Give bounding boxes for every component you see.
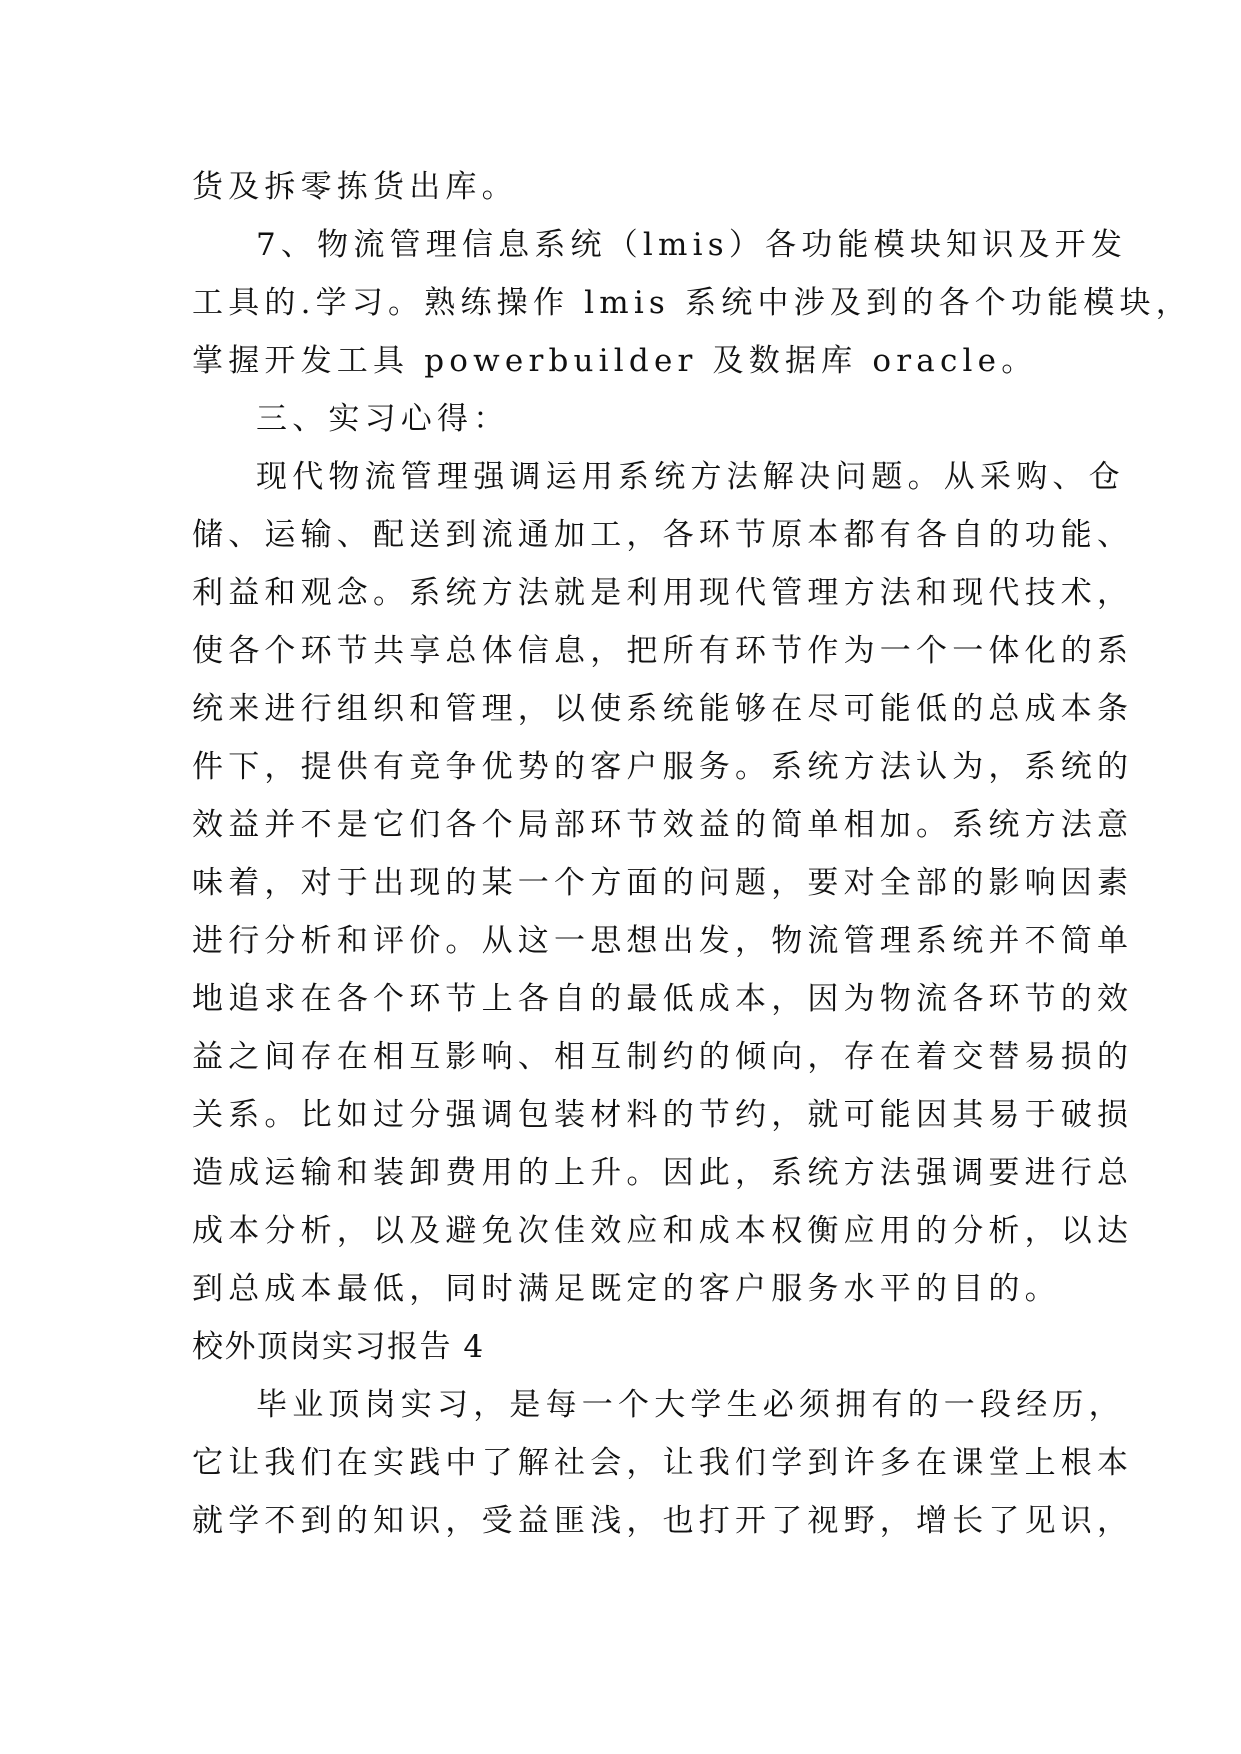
text-line: 就学不到的知识，受益匪浅，也打开了视野，增长了见识， [192,1503,1134,1539]
text-line: 毕业顶岗实习，是每一个大学生必须拥有的一段经历， [256,1387,1125,1423]
document-body [192,158,1192,1550]
text-line: 进行分析和评价。从这一思想出发，物流管理系统并不简单 [192,923,1134,959]
text-line: 造成运输和装卸费用的上升。因此，系统方法强调要进行总 [192,1155,1134,1191]
text-line: 7、物流管理信息系统（lmis）各功能模块知识及开发 [256,227,1128,263]
text-line: 到总成本最低，同时满足既定的客户服务水平的目的。 [192,1271,1061,1307]
text-line: 货及拆零拣货出库。 [192,169,518,205]
text-line: 关系。比如过分强调包装材料的节约，就可能因其易于破损 [192,1097,1134,1133]
text-line: 件下，提供有竞争优势的客户服务。系统方法认为，系统的 [192,749,1134,785]
text-line: 成本分析，以及避免次佳效应和成本权衡应用的分析，以达 [192,1213,1134,1249]
text-line: 益之间存在相互影响、相互制约的倾向，存在着交替易损的 [192,1039,1134,1075]
text-line: 现代物流管理强调运用系统方法解决问题。从采购、仓 [256,459,1125,495]
text-line: 它让我们在实践中了解社会，让我们学到许多在课堂上根本 [192,1445,1134,1481]
text-line: 统来进行组织和管理，以使系统能够在尽可能低的总成本条 [192,691,1134,727]
text-line: 味着，对于出现的某一个方面的问题，要对全部的影响因素 [192,865,1134,901]
text-line: 储、运输、配送到流通加工，各环节原本都有各自的功能、 [192,517,1134,553]
section-heading: 校外顶岗实习报告 4 [192,1329,485,1365]
text-line: 掌握开发工具 powerbuilder 及数据库 oracle。 [192,343,1038,379]
text-line: 使各个环节共享总体信息，把所有环节作为一个一体化的系 [192,633,1134,669]
text-line: 地追求在各个环节上各自的最低成本，因为物流各环节的效 [192,981,1134,1017]
text-line: 工具的.学习。熟练操作 lmis 系统中涉及到的各个功能模块， [192,285,1192,321]
text-line: 利益和观念。系统方法就是利用现代管理方法和现代技术， [192,575,1134,611]
text-line: 三、实习心得： [256,401,510,437]
text-line: 效益并不是它们各个局部环节效益的简单相加。系统方法意 [192,807,1134,843]
